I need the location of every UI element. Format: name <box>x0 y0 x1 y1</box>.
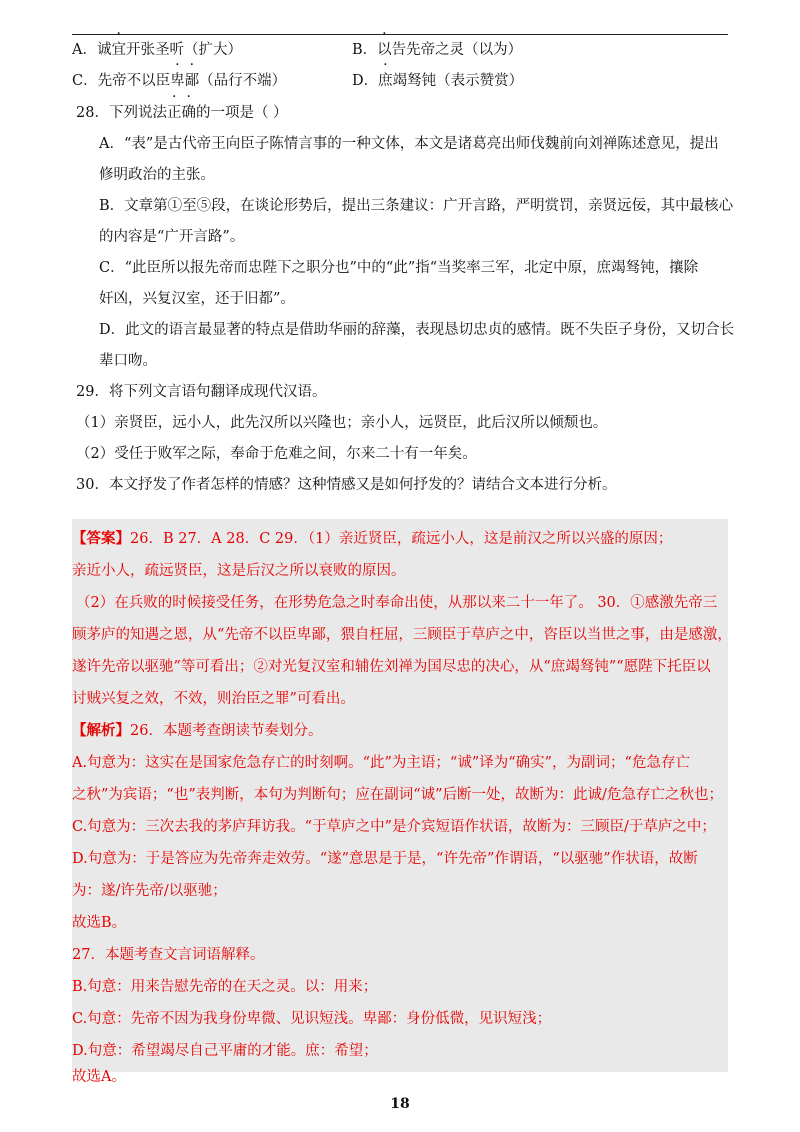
analysis-line-11: D.句意：希望竭尽自己平庸的才能。庶：希望； <box>72 1043 378 1059</box>
analysis-line-12: 故选A。 <box>72 1069 126 1085</box>
analysis-line-9: B.句意：用来告慰先帝的在天之灵。以：用来； <box>72 979 378 995</box>
answer-line-5: 遂许先帝以驱驰”等可看出；②对光复汉室和辅佐刘禅为国尽忠的决心，从“庶竭驽钝”“愿陛下托臣以 <box>72 659 711 675</box>
analysis-tag: 【解析】 <box>72 722 130 739</box>
q28-stem: 28．下列说法正确的一项是（ ） <box>76 105 288 121</box>
q28-option-c-line2: 奸凶，兴复汉室，还于旧都”。 <box>99 291 295 307</box>
page-number: 18 <box>390 1096 410 1112</box>
analysis-line-1: 【解析】26．本题考查朗读节奏划分。 <box>72 722 323 739</box>
q28-option-d-line1: D．此文的语言最显著的特点是借助华丽的辞藻，表现恳切忠贞的感情。既不失臣子身份，又切合长 <box>99 322 735 338</box>
analysis-line-4: C.句意为：三次去我的茅庐拜访我。“于草庐之中”是介宾短语作状语，故断为：三顾臣/于草庐之中； <box>72 819 716 835</box>
q29-sentence-1: （1）亲贤臣，远小人，此先汉所以兴隆也；亲小人，远贤臣，此后汉所以倾颓也。 <box>76 415 608 431</box>
q27-option-c: C．先帝不以臣卑鄙（品行不端） <box>72 73 287 89</box>
answer-line-2: 亲近小人，疏远贤臣，这是后汉之所以衰败的原因。 <box>72 563 406 579</box>
q27-option-d: D．庶竭驽钝（表示赞赏） <box>352 73 524 89</box>
analysis-line-10: C.句意：先帝不因为我身份卑微、见识短浅。卑鄙：身份低微，见识短浅； <box>72 1011 552 1027</box>
q28-option-b-line2: 的内容是“广开言路”。 <box>99 229 245 245</box>
q30-stem: 30．本文抒发了作者怎样的情感？这种情感又是如何抒发的？请结合文本进行分析。 <box>76 477 617 493</box>
header-rule <box>72 34 728 35</box>
answer-line-3: （2）在兵败的时候接受任务，在形势危急之时奉命出使，从那以来二十一年了。 30．①感激先帝三 <box>76 595 718 611</box>
analysis-line-8: 27．本题考查文言词语解释。 <box>72 947 265 963</box>
answer-tag: 【答案】 <box>72 530 130 547</box>
q27-option-a: A．诚宜开张圣听（扩大） <box>72 42 242 58</box>
q29-sentence-2: （2）受任于败军之际，奉命于危难之间，尔来二十有一年矣。 <box>76 446 477 462</box>
answer-line-6: 讨贼兴复之效，不效，则治臣之罪”可看出。 <box>72 691 355 707</box>
q28-option-a-line2: 修明政治的主张。 <box>99 167 215 183</box>
q28-option-b-line1: B．文章第①至⑤段，在谈论形势后，提出三条建议：广开言路，严明赏罚，亲贤远佞，其中最核心 <box>99 198 734 214</box>
q28-option-a-line1: A．“表”是古代帝王向臣子陈情言事的一种文体，本文是诸葛亮出师伐魏前向刘禅陈述意见，提出 <box>99 136 719 152</box>
answer-line-4: 顾茅庐的知遇之恩，从“先帝不以臣卑鄙，猥自枉屈，三顾臣于草庐之中，咨臣以当世之事，由是感激， <box>72 627 732 643</box>
q27-option-b: B．以告先帝之灵（以为） <box>352 42 523 58</box>
analysis-line-3: 之秋”为宾语；“也”表判断，本句为判断句；应在副词“诚”后断一处，故断为：此诚/危急存亡之秋也； <box>72 787 723 803</box>
analysis-line-2: A.句意为：这实在是国家危急存亡的时刻啊。“此”为主语；“诚”译为“确实”，为副词；“危急存亡 <box>72 755 690 771</box>
q29-stem: 29．将下列文言语句翻译成现代汉语。 <box>76 384 327 400</box>
q28-option-c-line1: C．“此臣所以报先帝而忠陛下之职分也”中的“此”指“当奖率三军，北定中原，庶竭驽钝，攘除 <box>99 260 699 276</box>
analysis-line-7: 故选B。 <box>72 915 127 931</box>
answer-line-1: 【答案】26．B 27．A 28．C 29．（1）亲近贤臣，疏远小人，这是前汉之所以兴盛的原因； <box>72 530 673 547</box>
analysis-line-6: 为：遂/许先帝/以驱驰； <box>72 883 227 899</box>
q28-option-d-line2: 辈口吻。 <box>99 353 157 369</box>
analysis-line-5: D.句意为：于是答应为先帝奔走效劳。“遂”意思是于是，“许先帝”作谓语，“以驱驰”作状语，故断 <box>72 851 698 867</box>
